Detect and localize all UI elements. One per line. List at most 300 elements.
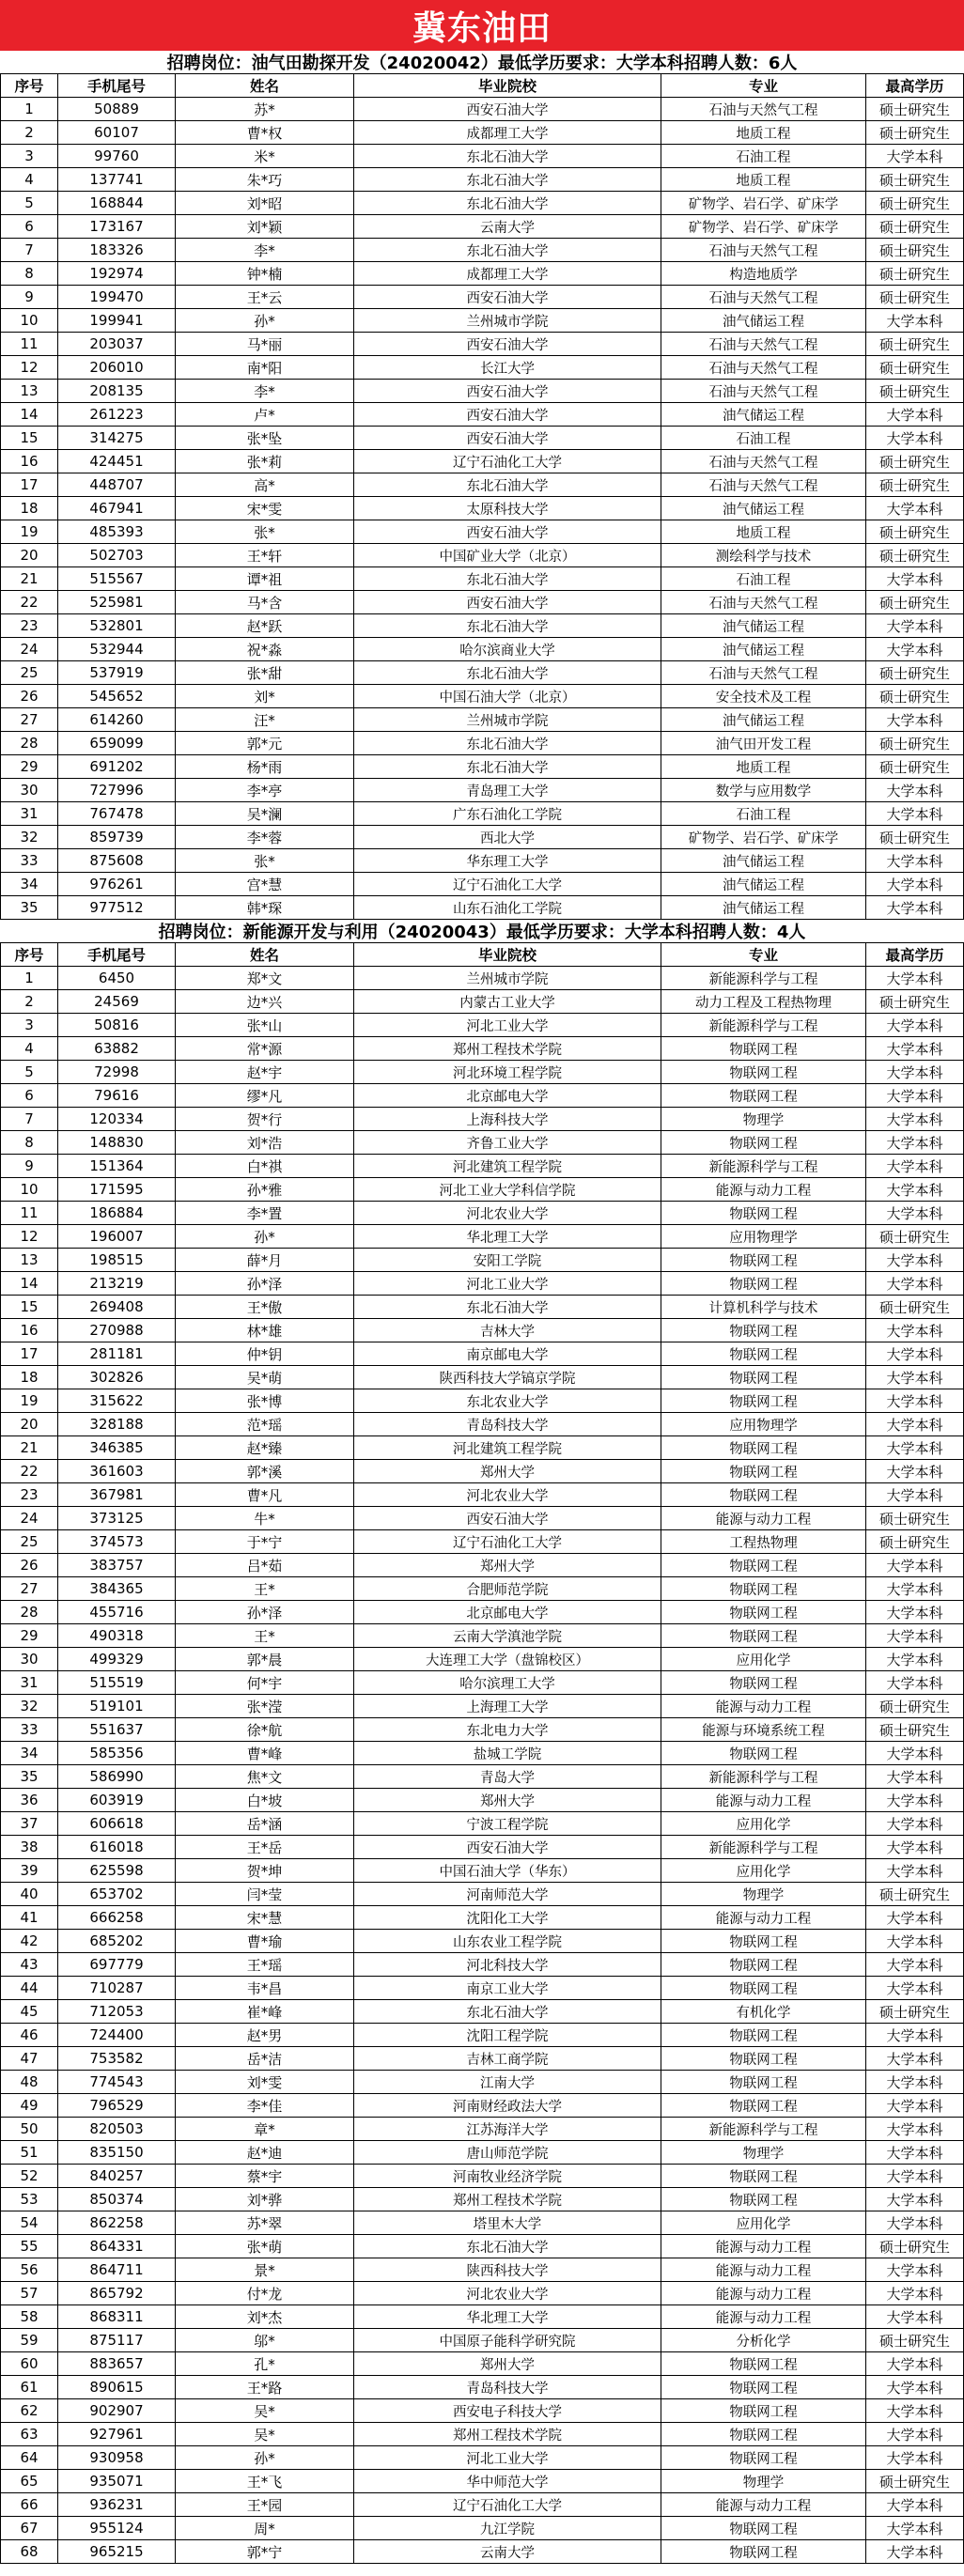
table-row [0,1014,964,1037]
major: 能源与动力工程 [661,2493,866,2516]
university: 郑州大学 [354,1460,661,1482]
highest-degree: 大学本科 [866,2446,964,2469]
row-number: 51 [0,2141,58,2164]
phone-tail: 955124 [58,2517,176,2539]
highest-degree: 硕士研究生 [866,1883,964,1905]
table-row [0,2376,964,2399]
phone-tail: 373125 [58,1507,176,1529]
phone-tail: 865792 [58,2282,176,2304]
table-row [0,309,964,333]
row-number: 44 [0,1977,58,1999]
phone-tail: 820503 [58,2118,176,2140]
major: 物联网工程 [661,2423,866,2445]
university: 河北农业大学 [354,1202,661,1224]
highest-degree: 大学本科 [866,873,964,895]
row-number: 5 [0,1061,58,1083]
phone-tail: 927961 [58,2423,176,2445]
candidate-name: 林*雄 [176,1319,354,1342]
table-row [0,1601,964,1624]
university: 西安石油大学 [354,403,661,426]
highest-degree: 硕士研究生 [866,262,964,285]
table-row [0,2540,964,2564]
row-number: 14 [0,403,58,426]
university: 中国矿业大学（北京） [354,544,661,566]
major: 物联网工程 [661,1953,866,1976]
candidate-name: 王* [176,1624,354,1647]
major: 能源与动力工程 [661,1906,866,1929]
major: 物联网工程 [661,2188,866,2211]
row-number: 19 [0,1389,58,1412]
table-row [0,1507,964,1530]
candidate-name: 吴* [176,2399,354,2422]
table-row [0,896,964,920]
phone-tail: 198515 [58,1249,176,1271]
major: 动力工程及工程热物理 [661,990,866,1013]
highest-degree: 大学本科 [866,2141,964,2164]
candidate-name: 岳*洁 [176,2047,354,2070]
row-number: 21 [0,1436,58,1459]
table-row [0,826,964,849]
highest-degree: 大学本科 [866,2165,964,2187]
row-number: 56 [0,2258,58,2281]
page-banner [0,0,964,51]
major: 石油与天然气工程 [661,239,866,261]
candidate-name: 高* [176,473,354,496]
university: 东北石油大学 [354,2235,661,2258]
highest-degree: 大学本科 [866,1953,964,1976]
highest-degree: 大学本科 [866,1601,964,1623]
candidate-name: 邬* [176,2329,354,2351]
candidate-name: 宋*雯 [176,497,354,520]
university: 青岛科技大学 [354,2376,661,2398]
candidate-name: 薛*月 [176,1249,354,1271]
major: 石油与天然气工程 [661,380,866,402]
phone-tail: 697779 [58,1953,176,1976]
table-row [0,990,964,1014]
candidate-name: 郭*宁 [176,2540,354,2563]
major: 油气储运工程 [661,849,866,872]
column-header-university: 毕业院校 [354,74,661,97]
row-number: 12 [0,356,58,379]
candidate-name: 米* [176,145,354,167]
phone-tail: 208135 [58,380,176,402]
major: 物理学 [661,2141,866,2164]
phone-tail: 653702 [58,1883,176,1905]
phone-tail: 724400 [58,2024,176,2046]
candidate-name: 刘*杰 [176,2305,354,2328]
candidate-name: 王*飞 [176,2470,354,2492]
row-number: 31 [0,1671,58,1694]
row-number: 5 [0,192,58,214]
candidate-name: 闫*莹 [176,1883,354,1905]
candidate-name: 李*亭 [176,779,354,801]
row-number: 38 [0,1836,58,1858]
candidate-name: 吴*萌 [176,1366,354,1389]
column-header-row-number: 序号 [0,943,58,966]
row-number: 9 [0,286,58,308]
row-number: 58 [0,2305,58,2328]
table-row [0,2141,964,2165]
candidate-name: 王*云 [176,286,354,308]
candidate-name: 徐*航 [176,1718,354,1741]
major: 石油工程 [661,427,866,449]
row-number: 1 [0,98,58,120]
highest-degree: 大学本科 [866,2305,964,2328]
university: 河北农业大学 [354,1483,661,1506]
phone-tail: 545652 [58,685,176,707]
phone-tail: 99760 [58,145,176,167]
table-row [0,1836,964,1859]
table-row [0,544,964,567]
row-number: 6 [0,215,58,238]
candidate-name: 李*置 [176,1202,354,1224]
candidate-name: 王*傲 [176,1296,354,1318]
phone-tail: 72998 [58,1061,176,1083]
highest-degree: 大学本科 [866,614,964,637]
row-number: 16 [0,1319,58,1342]
phone-tail: 361603 [58,1460,176,1482]
major: 油气储运工程 [661,403,866,426]
row-number: 28 [0,732,58,754]
candidate-name: 曹*峰 [176,1742,354,1764]
table-row [0,1342,964,1366]
candidate-name: 李*蓉 [176,826,354,848]
major: 物联网工程 [661,1742,866,1764]
row-number: 3 [0,1014,58,1036]
row-number: 26 [0,685,58,707]
candidate-name: 南*阳 [176,356,354,379]
candidate-name: 曹*权 [176,121,354,144]
row-number: 23 [0,614,58,637]
major: 新能源科学与工程 [661,2118,866,2140]
university: 东北石油大学 [354,567,661,590]
phone-tail: 374573 [58,1530,176,1553]
row-number: 29 [0,1624,58,1647]
university: 东北农业大学 [354,1389,661,1412]
row-number: 8 [0,1131,58,1154]
university: 唐山师范学院 [354,2141,661,2164]
major: 工程热物理 [661,1530,866,1553]
table-row [0,121,964,145]
phone-tail: 314275 [58,427,176,449]
major: 应用化学 [661,1648,866,1670]
row-number: 13 [0,380,58,402]
university: 云南大学 [354,2540,661,2563]
candidate-name: 苏*翠 [176,2211,354,2234]
row-number: 22 [0,1460,58,1482]
highest-degree: 硕士研究生 [866,286,964,308]
major: 新能源科学与工程 [661,967,866,989]
university: 河南财经政法大学 [354,2094,661,2117]
highest-degree: 大学本科 [866,1155,964,1177]
table-row [0,1977,964,2000]
highest-degree: 大学本科 [866,1577,964,1600]
table-row [0,145,964,168]
candidate-name: 周* [176,2517,354,2539]
row-number: 15 [0,1296,58,1318]
phone-tail: 137741 [58,168,176,191]
university: 东北石油大学 [354,192,661,214]
candidate-name: 孙*雅 [176,1178,354,1201]
row-number: 41 [0,1906,58,1929]
table-row [0,2258,964,2282]
candidate-name: 卢* [176,403,354,426]
university: 西安石油大学 [354,333,661,355]
major: 分析化学 [661,2329,866,2351]
highest-degree: 硕士研究生 [866,520,964,543]
highest-degree: 大学本科 [866,2376,964,2398]
column-header-candidate-name: 姓名 [176,74,354,97]
phone-tail: 346385 [58,1436,176,1459]
highest-degree: 硕士研究生 [866,1695,964,1717]
phone-tail: 261223 [58,403,176,426]
major: 物联网工程 [661,1272,866,1295]
highest-degree: 大学本科 [866,779,964,801]
major: 能源与动力工程 [661,2258,866,2281]
university: 东北石油大学 [354,1296,661,1318]
row-number: 40 [0,1883,58,1905]
phone-tail: 384365 [58,1577,176,1600]
highest-degree: 大学本科 [866,1554,964,1576]
row-number: 35 [0,896,58,919]
university: 广东石油化工学院 [354,802,661,825]
phone-tail: 659099 [58,732,176,754]
table-row [0,497,964,520]
candidate-name: 赵*迪 [176,2141,354,2164]
university: 东北石油大学 [354,2000,661,2023]
phone-tail: 315622 [58,1389,176,1412]
major: 油气储运工程 [661,708,866,731]
major: 计算机科学与技术 [661,1296,866,1318]
table-row [0,192,964,215]
major: 应用化学 [661,1859,866,1882]
university: 长江大学 [354,356,661,379]
row-number: 48 [0,2071,58,2093]
column-header-highest-degree: 最高学历 [866,943,964,966]
major: 物联网工程 [661,2071,866,2093]
phone-tail: 753582 [58,2047,176,2070]
phone-tail: 199941 [58,309,176,332]
major: 能源与动力工程 [661,1178,866,1201]
phone-tail: 499329 [58,1648,176,1670]
highest-degree: 大学本科 [866,1272,964,1295]
phone-tail: 936231 [58,2493,176,2516]
phone-tail: 585356 [58,1742,176,1764]
major: 矿物学、岩石学、矿床学 [661,192,866,214]
row-number: 16 [0,450,58,473]
university: 河北工业大学 [354,1014,661,1036]
major: 石油工程 [661,802,866,825]
highest-degree: 硕士研究生 [866,121,964,144]
candidate-name: 孙* [176,2446,354,2469]
highest-degree: 大学本科 [866,1037,964,1060]
table-row [0,967,964,990]
row-number: 2 [0,121,58,144]
university: 盐城工学院 [354,1742,661,1764]
university: 郑州工程技术学院 [354,1037,661,1060]
phone-tail: 328188 [58,1413,176,1435]
candidate-name: 赵*跃 [176,614,354,637]
university: 郑州大学 [354,1554,661,1576]
table-row [0,2118,964,2141]
candidate-name: 焦*文 [176,1765,354,1788]
phone-tail: 485393 [58,520,176,543]
table-row [0,286,964,309]
phone-tail: 727996 [58,779,176,801]
candidate-name: 赵*臻 [176,1436,354,1459]
highest-degree: 大学本科 [866,1483,964,1506]
candidate-name: 蔡*宇 [176,2165,354,2187]
highest-degree: 大学本科 [866,1765,964,1788]
table-row [0,1554,964,1577]
candidate-name: 常*源 [176,1037,354,1060]
candidate-name: 贺*坤 [176,1859,354,1882]
table-row [0,2000,964,2024]
major: 物联网工程 [661,1389,866,1412]
row-number: 24 [0,638,58,660]
table-row [0,1413,964,1436]
candidate-name: 白*坡 [176,1789,354,1811]
major: 能源与动力工程 [661,1507,866,1529]
phone-tail: 883657 [58,2352,176,2375]
page-title: 冀东油田 [412,8,552,48]
highest-degree: 大学本科 [866,2188,964,2211]
major: 物联网工程 [661,1930,866,1952]
phone-tail: 60107 [58,121,176,144]
major: 石油与天然气工程 [661,356,866,379]
highest-degree: 硕士研究生 [866,98,964,120]
table-row [0,1131,964,1155]
university: 山东农业工程学院 [354,1930,661,1952]
university: 吉林工商学院 [354,2047,661,2070]
table-row [0,1272,964,1296]
candidate-name: 刘* [176,685,354,707]
university: 东北石油大学 [354,145,661,167]
table-row [0,2517,964,2540]
university: 云南大学滇池学院 [354,1624,661,1647]
row-number: 29 [0,755,58,778]
highest-degree: 大学本科 [866,849,964,872]
highest-degree: 大学本科 [866,1413,964,1435]
candidate-name: 王*轩 [176,544,354,566]
major: 物联网工程 [661,2446,866,2469]
candidate-name: 赵*宇 [176,1061,354,1083]
row-number: 31 [0,802,58,825]
phone-tail: 50889 [58,98,176,120]
university: 西安石油大学 [354,286,661,308]
row-number: 27 [0,708,58,731]
candidate-name: 孙* [176,309,354,332]
phone-tail: 206010 [58,356,176,379]
row-number: 68 [0,2540,58,2563]
table-row [0,1859,964,1883]
university: 南京工业大学 [354,1977,661,1999]
university: 陕西科技大学 [354,2258,661,2281]
university: 青岛大学 [354,1765,661,1788]
row-number: 17 [0,1342,58,1365]
column-header-major: 专业 [661,943,866,966]
table-row [0,849,964,873]
highest-degree: 大学本科 [866,1202,964,1224]
table-row [0,2188,964,2211]
major: 应用物理学 [661,1413,866,1435]
table-row [0,661,964,685]
major: 石油工程 [661,567,866,590]
major: 石油工程 [661,145,866,167]
row-number: 11 [0,333,58,355]
phone-tail: 302826 [58,1366,176,1389]
highest-degree: 硕士研究生 [866,990,964,1013]
table-row [0,2329,964,2352]
university: 西北大学 [354,826,661,848]
university: 华东理工大学 [354,849,661,872]
university: 兰州城市学院 [354,967,661,989]
university: 中国石油大学（北京） [354,685,661,707]
candidate-name: 刘*颖 [176,215,354,238]
candidate-name: 章* [176,2118,354,2140]
row-number: 60 [0,2352,58,2375]
candidate-name: 崔*峰 [176,2000,354,2023]
row-number: 4 [0,1037,58,1060]
university: 合肥师范学院 [354,1577,661,1600]
table-row [0,1765,964,1789]
table-row [0,708,964,732]
table-row [0,2211,964,2235]
highest-degree: 大学本科 [866,2423,964,2445]
row-number: 46 [0,2024,58,2046]
row-number: 21 [0,567,58,590]
phone-tail: 890615 [58,2376,176,2398]
highest-degree: 大学本科 [866,1319,964,1342]
major: 物联网工程 [661,1249,866,1271]
row-number: 10 [0,1178,58,1201]
university: 江南大学 [354,2071,661,2093]
highest-degree: 硕士研究生 [866,2470,964,2492]
table-row [0,1202,964,1225]
table-row [0,2352,964,2376]
phone-tail: 515519 [58,1671,176,1694]
major: 有机化学 [661,2000,866,2023]
highest-degree: 大学本科 [866,403,964,426]
row-number: 52 [0,2165,58,2187]
row-number: 12 [0,1225,58,1248]
table-row [0,1249,964,1272]
phone-tail: 625598 [58,1859,176,1882]
phone-tail: 935071 [58,2470,176,2492]
table-row [0,614,964,638]
row-number: 17 [0,473,58,496]
candidate-name: 张*甜 [176,661,354,684]
row-number: 42 [0,1930,58,1952]
university: 东北石油大学 [354,755,661,778]
row-number: 30 [0,1648,58,1670]
row-number: 39 [0,1859,58,1882]
major: 新能源科学与工程 [661,1014,866,1036]
university: 太原科技大学 [354,497,661,520]
row-number: 33 [0,849,58,872]
table-row [0,1953,964,1977]
candidate-name: 张*滢 [176,1695,354,1717]
table-row [0,2282,964,2305]
table-row [0,1225,964,1249]
university: 河北建筑工程学院 [354,1436,661,1459]
row-number: 47 [0,2047,58,2070]
major: 物联网工程 [661,1577,866,1600]
major: 能源与动力工程 [661,2235,866,2258]
major: 物联网工程 [661,2352,866,2375]
phone-tail: 515567 [58,567,176,590]
phone-tail: 532944 [58,638,176,660]
